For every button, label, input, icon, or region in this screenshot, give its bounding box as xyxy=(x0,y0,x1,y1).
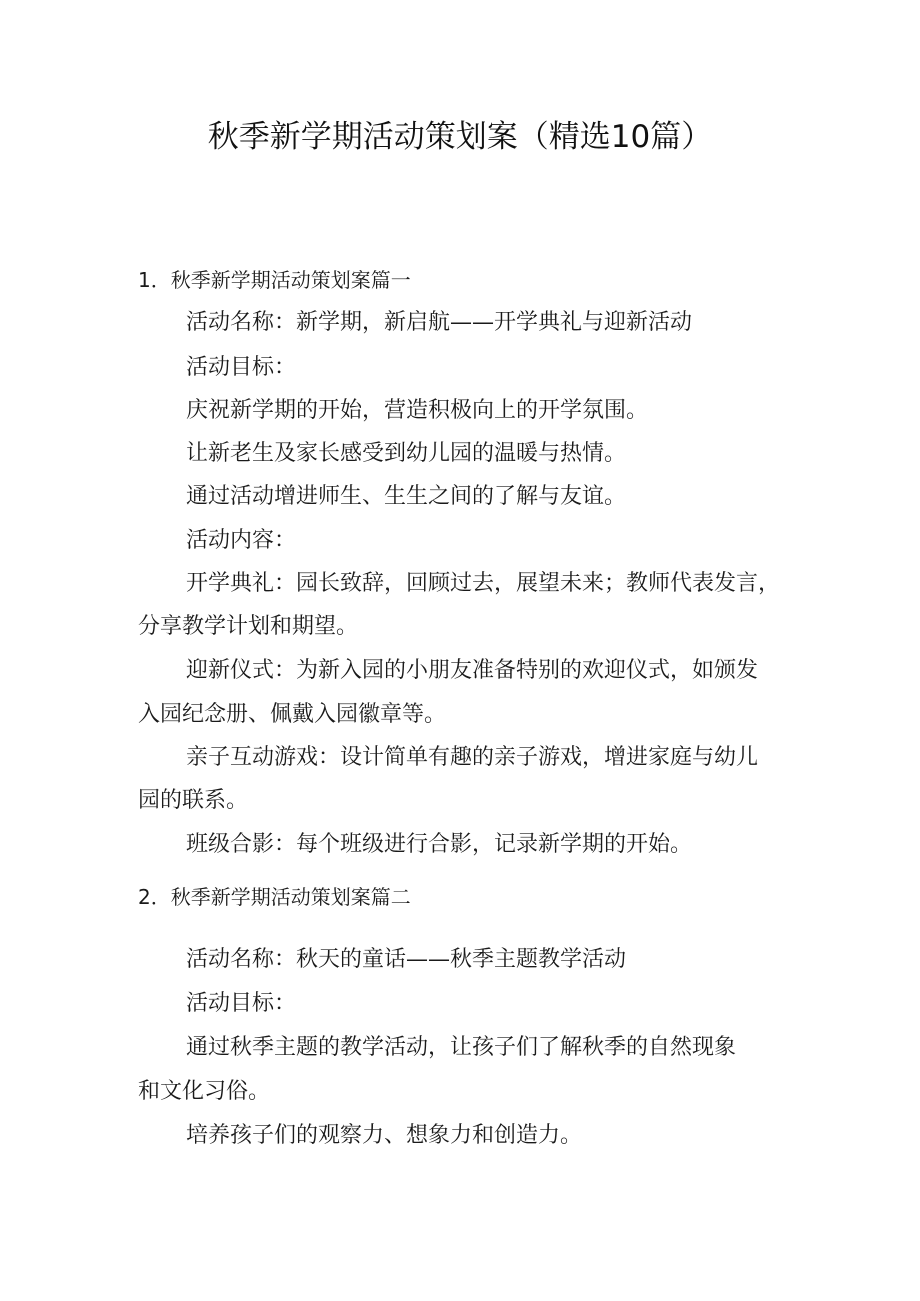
section-2-goal-1a: 通过秋季主题的教学活动，让孩子们了解秋季的自然现象 xyxy=(186,1035,737,1060)
section-2-goal-2: 培养孩子们的观察力、想象力和创造力。 xyxy=(186,1123,583,1148)
section-1-content-2b: 入园纪念册、佩戴入园徽章等。 xyxy=(138,702,447,727)
section-1-content-label: 活动内容： xyxy=(186,528,297,553)
section-1-content-4: 班级合影：每个班级进行合影，记录新学期的开始。 xyxy=(186,832,693,857)
section-1-content-1a: 开学典礼：园长致辞，回顾过去，展望未来；教师代表发言， xyxy=(186,571,781,596)
section-1-goal-2: 让新老生及家长感受到幼儿园的温暖与热情。 xyxy=(186,441,627,466)
section-1-goal-1: 庆祝新学期的开始，营造积极向上的开学氛围。 xyxy=(186,398,649,423)
section-2-goal-label: 活动目标： xyxy=(186,991,297,1016)
section-1-content-1b: 分享教学计划和期望。 xyxy=(138,614,359,639)
section-1-content-3b: 园的联系。 xyxy=(138,788,249,813)
section-2-goal-1b: 和文化习俗。 xyxy=(138,1079,271,1104)
document-title: 秋季新学期活动策划案（精选10篇） xyxy=(207,119,713,155)
section-1-content-3a: 亲子互动游戏：设计简单有趣的亲子游戏，增进家庭与幼儿 xyxy=(186,745,759,770)
section-1-activity-name: 活动名称：新学期，新启航——开学典礼与迎新活动 xyxy=(186,310,693,335)
section-1-content-2a: 迎新仪式：为新入园的小朋友准备特别的欢迎仪式，如颁发 xyxy=(186,658,759,683)
section-1-goal-label: 活动目标： xyxy=(186,355,297,380)
section-1-heading: 1．秋季新学期活动策划案篇一 xyxy=(138,268,411,292)
section-1-goal-3: 通过活动增进师生、生生之间的了解与友谊。 xyxy=(186,484,627,509)
section-2-activity-name: 活动名称：秋天的童话——秋季主题教学活动 xyxy=(186,947,627,972)
section-2-heading: 2．秋季新学期活动策划案篇二 xyxy=(138,885,411,909)
